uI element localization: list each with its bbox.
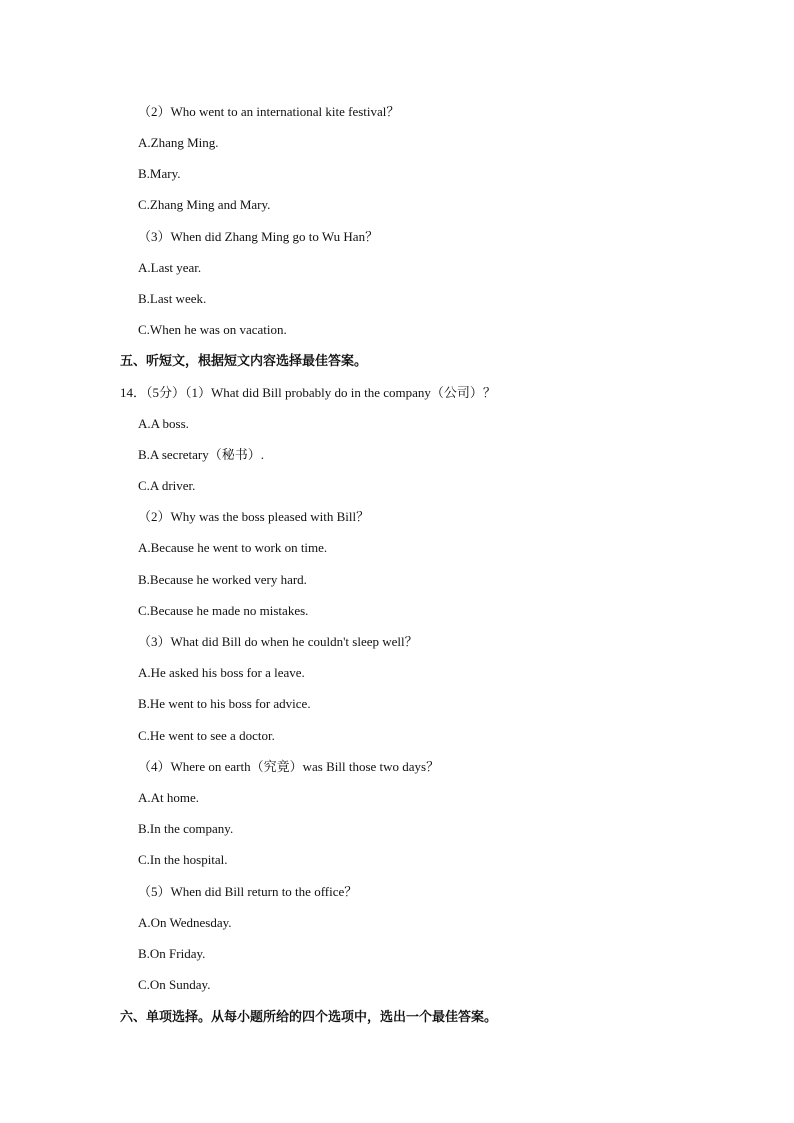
option-c: C.When he was on vacation. bbox=[138, 322, 287, 337]
option-b: B.Mary. bbox=[138, 166, 181, 181]
option-b: B.Last week. bbox=[138, 291, 207, 306]
option-c: C.He went to see a doctor. bbox=[138, 728, 275, 743]
option-c: C.On Sunday. bbox=[138, 977, 211, 992]
question-3-wu-han: （3）When did Zhang Ming go to Wu Han？ bbox=[138, 229, 379, 244]
option-c: C.In the hospital. bbox=[138, 852, 228, 867]
option-b: B.In the company. bbox=[138, 821, 234, 836]
section-five-heading: 五、听短文，根据短文内容选择最佳答案。 bbox=[120, 353, 368, 368]
option-b: B.On Friday. bbox=[138, 946, 206, 961]
option-c: C.Because he made no mistakes. bbox=[138, 603, 309, 618]
option-b: B.He went to his boss for advice. bbox=[138, 696, 311, 711]
question-14-3: （3）What did Bill do when he couldn't sleep well？ bbox=[138, 634, 418, 649]
question-14-1: 14．（5分）（1）What did Bill probably do in the company（公司）？ bbox=[120, 385, 496, 400]
section-six-heading: 六、单项选择。从每小题所给的四个选项中，选出一个最佳答案。 bbox=[120, 1009, 498, 1024]
option-a: A.At home. bbox=[138, 790, 200, 805]
option-a: A.On Wednesday. bbox=[138, 915, 232, 930]
option-a: A.He asked his boss for a leave. bbox=[138, 665, 305, 680]
question-2-kite-festival: （2）Who went to an international kite festival？ bbox=[138, 104, 400, 119]
option-b: B.A secretary（秘书）. bbox=[138, 447, 265, 462]
option-b: B.Because he worked very hard. bbox=[138, 572, 307, 587]
option-a: A.Because he went to work on time. bbox=[138, 540, 328, 555]
option-a: A.A boss. bbox=[138, 416, 189, 431]
question-14-5: （5）When did Bill return to the office？ bbox=[138, 884, 358, 899]
question-14-4: （4）Where on earth（究竟）was Bill those two days？ bbox=[138, 759, 440, 774]
option-c: C.Zhang Ming and Mary. bbox=[138, 197, 271, 212]
question-14-2: （2）Why was the boss pleased with Bill？ bbox=[138, 509, 370, 524]
option-a: A.Zhang Ming. bbox=[138, 135, 219, 150]
option-a: A.Last year. bbox=[138, 260, 202, 275]
option-c: C.A driver. bbox=[138, 478, 196, 493]
